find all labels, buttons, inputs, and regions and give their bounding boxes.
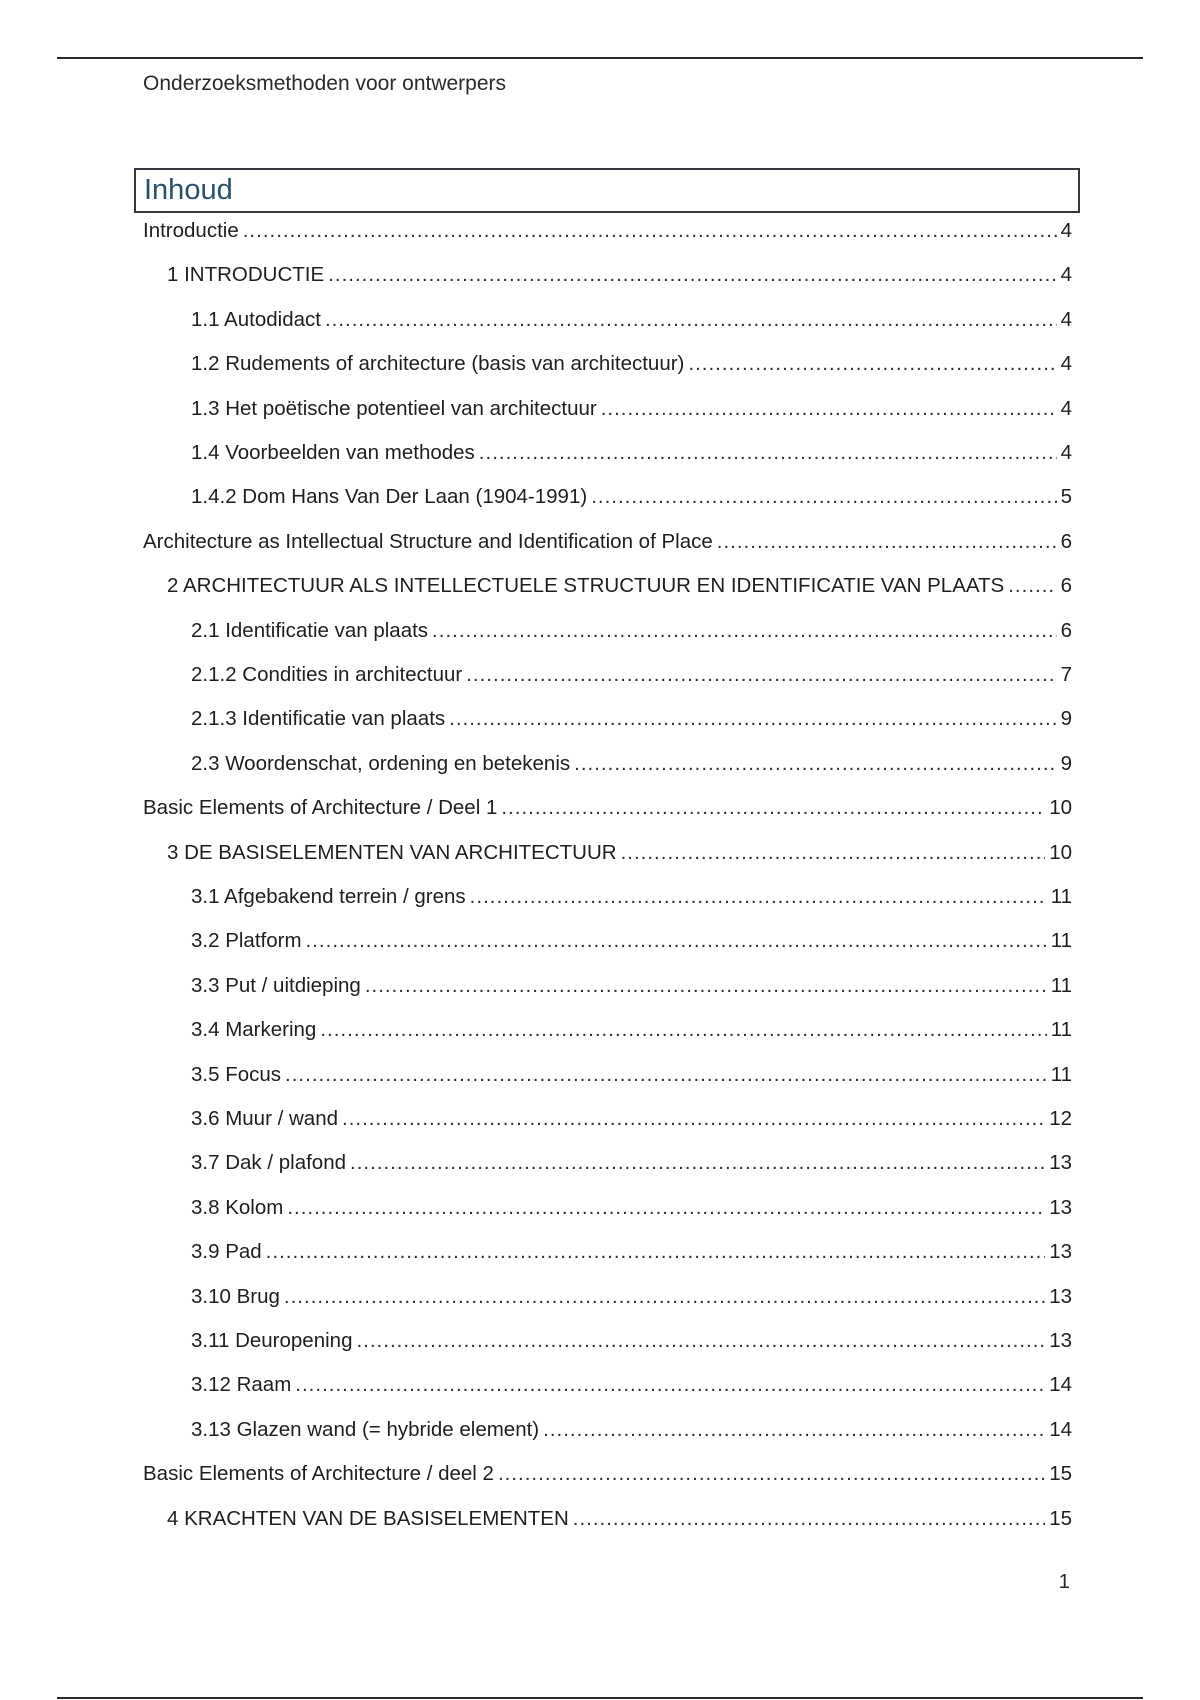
- toc-entry[interactable]: [191, 927, 1072, 955]
- toc-entry[interactable]: [191, 1416, 1072, 1444]
- toc-entry-page: 4: [1060, 352, 1072, 375]
- toc-entry[interactable]: [191, 1105, 1072, 1133]
- toc-dot-leader: [285, 1061, 1047, 1089]
- toc-entry-label: Introductie: [143, 219, 239, 242]
- toc-dot-leader: [621, 839, 1046, 867]
- toc-entry-page: 13: [1049, 1151, 1072, 1174]
- toc-entry-label: 2.3 Woordenschat, ordening en betekenis: [191, 752, 571, 775]
- toc-entry-label: Basic Elements of Architecture / deel 2: [143, 1462, 494, 1485]
- toc-dot-leader: [432, 617, 1057, 645]
- toc-entry-page: 13: [1049, 1285, 1072, 1308]
- toc-entry-label: 2.1 Identificatie van plaats: [191, 619, 429, 642]
- toc-entry-label: 3.9 Pad: [191, 1240, 262, 1263]
- toc-entry-page: 11: [1050, 1063, 1072, 1086]
- toc-entry-label: 3.3 Put / uitdieping: [191, 974, 361, 997]
- toc-dot-leader: [601, 395, 1057, 423]
- toc-dot-leader: [470, 883, 1047, 911]
- toc-entry-label: 1.3 Het poëtische potentieel van architectuur: [191, 397, 597, 420]
- toc-entry-label: 4 KRACHTEN VAN DE BASISELEMENTEN: [167, 1507, 569, 1530]
- footer-rule: [57, 1697, 1143, 1699]
- toc-entry-page: 15: [1049, 1507, 1072, 1530]
- toc-entry-page: 14: [1049, 1418, 1072, 1441]
- toc-entry-label: 3.4 Markering: [191, 1018, 317, 1041]
- toc-entry-label: 3.2 Platform: [191, 929, 302, 952]
- toc-entry-page: 4: [1060, 263, 1072, 286]
- toc-entry-page: 5: [1060, 485, 1072, 508]
- toc-entry-page: 10: [1049, 796, 1072, 819]
- toc-dot-leader: [717, 528, 1057, 556]
- toc-entry[interactable]: [167, 261, 1072, 289]
- header-rule: [57, 57, 1143, 59]
- toc-entry-label: 3.11 Deuropening: [191, 1329, 353, 1352]
- toc-entry[interactable]: [191, 1061, 1072, 1089]
- toc-entry-label: 1.4.2 Dom Hans Van Der Laan (1904-1991): [191, 485, 588, 508]
- toc-entry[interactable]: [143, 1460, 1072, 1488]
- toc-entry-label: 3.13 Glazen wand (= hybride element): [191, 1418, 540, 1441]
- toc-entry-page: 4: [1060, 441, 1072, 464]
- toc-entry-page: 13: [1049, 1240, 1072, 1263]
- toc-entry[interactable]: [191, 483, 1072, 511]
- toc-entry-page: 13: [1049, 1329, 1072, 1352]
- toc-heading: Inhoud: [144, 174, 233, 206]
- toc-dot-leader: [466, 661, 1056, 689]
- toc-entry[interactable]: [191, 1194, 1072, 1222]
- toc-entry-page: 11: [1050, 929, 1072, 952]
- toc-entry[interactable]: [191, 661, 1072, 689]
- toc-heading-box: [134, 168, 1080, 213]
- toc-dot-leader: [325, 306, 1057, 334]
- toc-entry[interactable]: [167, 572, 1072, 600]
- toc-dot-leader: [306, 927, 1047, 955]
- toc-entry[interactable]: [191, 1149, 1072, 1177]
- toc-entry-label: 2.1.2 Condities in architectuur: [191, 663, 463, 686]
- toc-entry-page: 4: [1060, 308, 1072, 331]
- toc-entry-label: 1 INTRODUCTIE: [167, 263, 325, 286]
- toc-dot-leader: [266, 1238, 1046, 1266]
- toc-entry-page: 15: [1049, 1462, 1072, 1485]
- toc-entry-label: 3.10 Brug: [191, 1285, 280, 1308]
- toc-entry-label: 1.1 Autodidact: [191, 308, 321, 331]
- toc-entry-page: 10: [1049, 841, 1072, 864]
- toc-entry-label: 2 ARCHITECTUUR ALS INTELLECTUELE STRUCTUUR EN IDENTIFICATIE VAN PLAATS: [167, 574, 1005, 597]
- toc-dot-leader: [243, 217, 1057, 245]
- toc-entry-page: 6: [1060, 530, 1072, 553]
- toc-entry[interactable]: [191, 1283, 1072, 1311]
- toc-entry[interactable]: [191, 395, 1072, 423]
- toc-entry-page: 9: [1060, 707, 1072, 730]
- toc-entry[interactable]: [143, 528, 1072, 556]
- toc-entry-page: 9: [1060, 752, 1072, 775]
- toc-dot-leader: [688, 350, 1056, 378]
- toc-entry-page: 4: [1060, 397, 1072, 420]
- toc-entry[interactable]: [191, 1371, 1072, 1399]
- toc-dot-leader: [501, 794, 1045, 822]
- toc-entry-page: 13: [1049, 1196, 1072, 1219]
- toc-entry-page: 6: [1060, 619, 1072, 642]
- toc-entry[interactable]: [191, 1238, 1072, 1266]
- toc-dot-leader: [284, 1283, 1045, 1311]
- toc-dot-leader: [295, 1371, 1045, 1399]
- toc-entry-label: Architecture as Intellectual Structure and Identification of Place: [143, 530, 713, 553]
- toc-entry-label: 3.12 Raam: [191, 1373, 292, 1396]
- toc-entry[interactable]: [167, 839, 1072, 867]
- toc-dot-leader: [449, 705, 1056, 733]
- toc-entry-page: 11: [1050, 974, 1072, 997]
- toc-entry-label: 1.2 Rudements of architecture (basis van architectuur): [191, 352, 685, 375]
- running-header-title: Onderzoeksmethoden voor ontwerpers: [143, 72, 507, 95]
- toc-entry-label: 3 DE BASISELEMENTEN VAN ARCHITECTUUR: [167, 841, 617, 864]
- toc-entry[interactable]: [191, 883, 1072, 911]
- toc-dot-leader: [1008, 572, 1056, 600]
- toc-entry-label: 3.5 Focus: [191, 1063, 282, 1086]
- toc-entry-label: 3.8 Kolom: [191, 1196, 284, 1219]
- toc-dot-leader: [342, 1105, 1045, 1133]
- toc-entry[interactable]: [191, 1327, 1072, 1355]
- toc-entry[interactable]: [191, 306, 1072, 334]
- toc-entry[interactable]: [191, 750, 1072, 778]
- toc-entry-page: 4: [1060, 219, 1072, 242]
- toc-dot-leader: [287, 1194, 1045, 1222]
- toc-entry-label: Basic Elements of Architecture / Deel 1: [143, 796, 498, 819]
- toc-entry[interactable]: [191, 350, 1072, 378]
- toc-entry-page: 12: [1049, 1107, 1072, 1130]
- toc-entry-page: 6: [1060, 574, 1072, 597]
- toc-entry-page: 7: [1060, 663, 1072, 686]
- toc-entry[interactable]: [191, 617, 1072, 645]
- toc-dot-leader: [320, 1016, 1046, 1044]
- page-number: 1: [1058, 1570, 1070, 1593]
- toc-dot-leader: [498, 1460, 1045, 1488]
- toc-entry-page: 11: [1050, 885, 1072, 908]
- toc-entry[interactable]: [191, 705, 1072, 733]
- toc-dot-leader: [479, 439, 1057, 467]
- toc-dot-leader: [543, 1416, 1045, 1444]
- toc-dot-leader: [574, 750, 1056, 778]
- toc-entry-label: 3.6 Muur / wand: [191, 1107, 338, 1130]
- toc-dot-leader: [350, 1149, 1045, 1177]
- toc-dot-leader: [328, 261, 1056, 289]
- toc-entry-label: 1.4 Voorbeelden van methodes: [191, 441, 475, 464]
- toc-entry-label: 3.7 Dak / plafond: [191, 1151, 346, 1174]
- toc-entry[interactable]: [191, 439, 1072, 467]
- toc-entry[interactable]: [143, 217, 1072, 245]
- toc-dot-leader: [356, 1327, 1045, 1355]
- toc-entry[interactable]: [167, 1505, 1072, 1533]
- toc-entry[interactable]: [191, 1016, 1072, 1044]
- toc-dot-leader: [573, 1505, 1045, 1533]
- toc-entry[interactable]: [191, 972, 1072, 1000]
- toc-dot-leader: [591, 483, 1056, 511]
- toc-entry-page: 14: [1049, 1373, 1072, 1396]
- toc-dot-leader: [365, 972, 1047, 1000]
- toc-entry[interactable]: [143, 794, 1072, 822]
- toc-entry-page: 11: [1050, 1018, 1072, 1041]
- toc-entry-label: 2.1.3 Identificatie van plaats: [191, 707, 446, 730]
- toc-entry-label: 3.1 Afgebakend terrein / grens: [191, 885, 466, 908]
